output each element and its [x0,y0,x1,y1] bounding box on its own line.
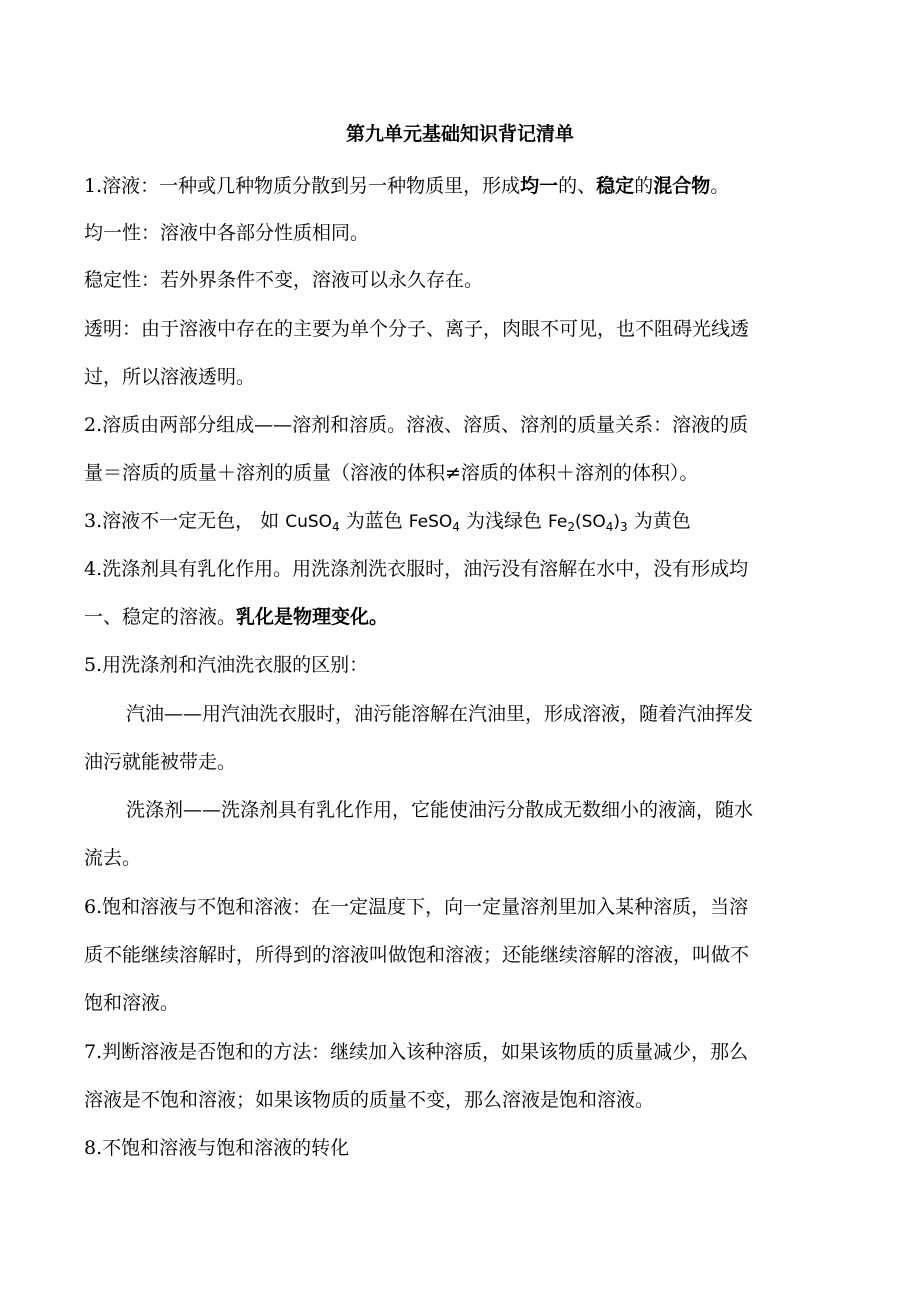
item-7-line-1: 7.判断溶液是否饱和的方法：继续加入该种溶质，如果该物质的质量减少，那么 [84,1041,749,1063]
item-4-line-2: 一、稳定的溶液。乳化是物理变化。 [84,606,389,628]
item-8-heading: 8.不饱和溶液与饱和溶液的转化 [84,1137,350,1159]
stability-line: 稳定性：若外界条件不变，溶液可以永久存在。 [84,269,484,291]
uniformity-line: 均一性：溶液中各部分性质相同。 [84,222,370,244]
gasoline-line-2: 油污就能被带走。 [84,751,237,773]
formula-cuso4: CuSO$_4$ [285,512,340,534]
item-6-line-3: 饱和溶液。 [84,992,180,1014]
emphasis-uniform: 均一 [520,175,559,197]
formula-feso4: FeSO$_4$ [408,512,460,534]
item-6-line-1: 6.饱和溶液与不饱和溶液：在一定温度下，向一定量溶剂里加入某种溶质，当溶 [84,896,749,918]
transparency-line-1: 透明：由于溶液中存在的主要为单个分子、离子，肉眼不可见，也不阻碍光线透 [84,318,750,340]
emphasis-stable: 稳定 [596,175,635,197]
item-1-solution-definition: 1.溶液：一种或几种物质分散到另一种物质里，形成均一的、稳定的混合物。 [84,175,730,197]
transparency-line-2: 过，所以溶液透明。 [84,366,256,388]
page-title: 第九单元基础知识背记清单 [345,123,574,145]
detergent-line-1: 洗涤剂——洗涤剂具有乳化作用，它能使油污分散成无数细小的液滴，随水 [126,799,754,821]
item-4-line-1: 4.洗涤剂具有乳化作用。用洗涤剂洗衣服时，油污没有溶解在水中，没有形成均 [84,558,749,580]
item-5-heading: 5.用洗涤剂和汽油洗衣服的区别： [84,654,369,676]
item-3-solution-colors: 3.溶液不一定无色， 如 CuSO$_4$ 为蓝色 FeSO$_4$ 为浅绿色 $Fe_2(SO_4)_3$ 为黄色 [84,510,691,534]
detergent-line-2: 流去。 [84,847,142,869]
emphasis-emulsification: 乳化是物理变化。 [236,606,389,628]
emphasis-mixture: 混合物 [653,175,711,197]
item-2-line-1: 2.溶质由两部分组成——溶剂和溶质。溶液、溶质、溶剂的质量关系：溶液的质 [84,414,749,436]
formula-fe2so43: $Fe_2(SO_4)_3$ [548,512,628,534]
item-2-line-2: 量＝溶质的质量＋溶剂的质量（溶液的体积≠溶质的体积＋溶剂的体积）。 [84,462,699,484]
gasoline-line-1: 汽油——用汽油洗衣服时，油污能溶解在汽油里，形成溶液，随着汽油挥发 [126,703,754,725]
item-6-line-2: 质不能继续溶解时，所得到的溶液叫做饱和溶液；还能继续溶解的溶液，叫做不 [84,944,750,966]
item-7-line-2: 溶液是不饱和溶液；如果该物质的质量不变，那么溶液是饱和溶液。 [84,1089,655,1111]
